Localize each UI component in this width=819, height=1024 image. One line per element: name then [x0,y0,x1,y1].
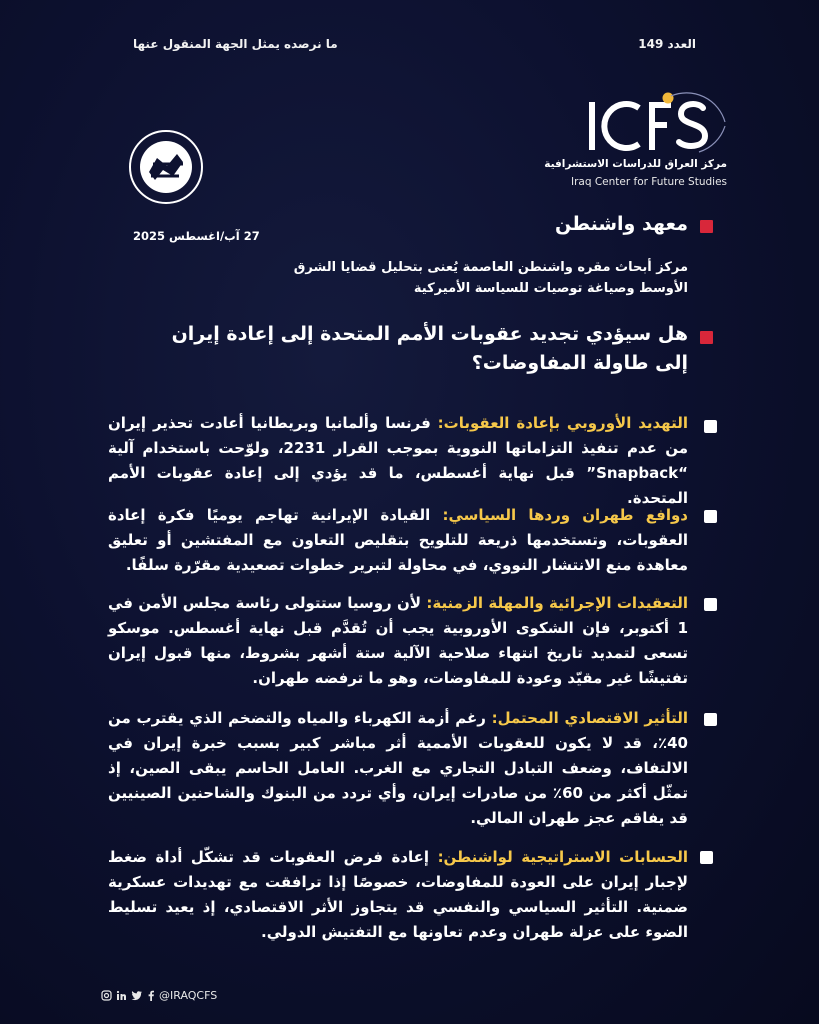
issue-number: العدد 149 [638,37,696,51]
twitter-icon[interactable] [131,990,143,1001]
linkedin-icon[interactable] [116,990,127,1001]
icfs-logo [544,92,727,196]
point-title: دوافع طهران وردها السياسي: [442,506,688,524]
institute-marker [700,220,713,233]
institute-description: مركز أبحاث مقره واشنطن العاصمة يُعنى بتحليل قضايا الشرق الأوسط وصياغة توصيات للسياسة الأميركية [293,260,688,296]
point-title: التهديد الأوروبي بإعادة العقوبات: [437,414,688,432]
logo-arabic-name: مركز العراق للدراسات الاستشرافية [544,158,727,170]
facebook-icon[interactable] [147,990,155,1001]
point-tehran-motives [108,503,688,578]
point-economic-impact [108,706,688,831]
point-title: التأثير الاقتصادي المحتمل: [491,709,688,727]
disclaimer: ما نرصده يمثل الجهة المنقول عنها [133,37,338,51]
icfs-wordmark [587,92,727,154]
point-text: القيادة الإيرانية تهاجم يوميًا فكرة إعادة العقوبات، وتستخدمها ذريعة للتلويح بتقليص التعاون مع المفتشين أو تعليق معاهدة منع الانتشار النووي، في محاولة لتبرير خطوات تصعيدية مقرّرة سلفًا. [108,506,688,574]
point-text: لأن روسيا ستتولى رئاسة مجلس الأمن في 1 أكتوبر، فإن الشكوى الأوروبية يجب أن تُقدَّم قبل نهاية أغسطس. موسكو تسعى لتمديد تاريخ انتهاء صلاحية الآلية ستة أشهر بشروط، منها قبول إيران تفتيشًا غير مقيّد وعودة للمفاوضات، وهو ما ترفضه طهران. [108,594,688,687]
bullet-2 [704,510,717,523]
point-european-threat [108,411,688,511]
bullet-1 [704,420,717,433]
point-text: فرنسا وألمانيا وبريطانيا أعادت تحذير إيران من عدم تنفيذ التزاماتها النووية بموجب القرار 2231، ولوّحت باستخدام آلية “Snapback” قبل نهاية أغسطس، ما قد يؤدي إلى إعادة عقوبات الأمم المتحدة. [108,414,688,507]
publication-date: 27 آب/اغسطس 2025 [133,229,260,243]
point-text: إعادة فرض العقوبات قد تشكّل أداة ضغط لإجبار إيران على العودة للمفاوضات، خصوصًا إذا ترافقت مع تهديدات عسكرية ضمنية. التأثير السياسي والنفسي قد يتجاوز الأثر الاقتصادي، إذ يعيد تسليط الضوء على عزلة طهران وعدم تعاونها مع التفتيش الدولي. [108,848,688,941]
point-title: التعقيدات الإجرائية والمهلة الزمنية: [426,594,688,612]
bullet-4 [704,713,717,726]
main-question: هل سيؤدي تجديد عقوبات الأمم المتحدة إلى إعادة إيران إلى طاولة المفاوضات؟ [171,323,688,374]
logo-english-name: Iraq Center for Future Studies [570,176,727,188]
point-procedural-complications [108,591,688,691]
bullet-3 [704,598,717,611]
institute-name: معهد واشنطن [555,213,688,235]
point-title: الحسابات الاستراتيجية لواشنطن: [437,848,688,866]
instagram-icon[interactable] [101,990,112,1001]
social-handle[interactable]: @IRAQCFS [159,989,218,1002]
washington-institute-seal [127,128,205,206]
point-washington-strategy [108,845,688,945]
social-links [101,989,217,1002]
question-marker [700,331,713,344]
bullet-5 [700,851,713,864]
point-text: رغم أزمة الكهرباء والمياه والتضخم الذي يقترب من 40٪، قد لا يكون للعقوبات الأممية أثر مباشر كبير بسبب خبرة إيران في الالتفاف، وضعف التبادل التجاري مع الغرب. العامل الحاسم يبقى الصين، إذ تمثّل أكثر من 60٪ من صادرات إيران، وأي تردد من البنوك والشاحنين الصينيين قد يفاقم عجز طهران المالي. [108,709,688,827]
